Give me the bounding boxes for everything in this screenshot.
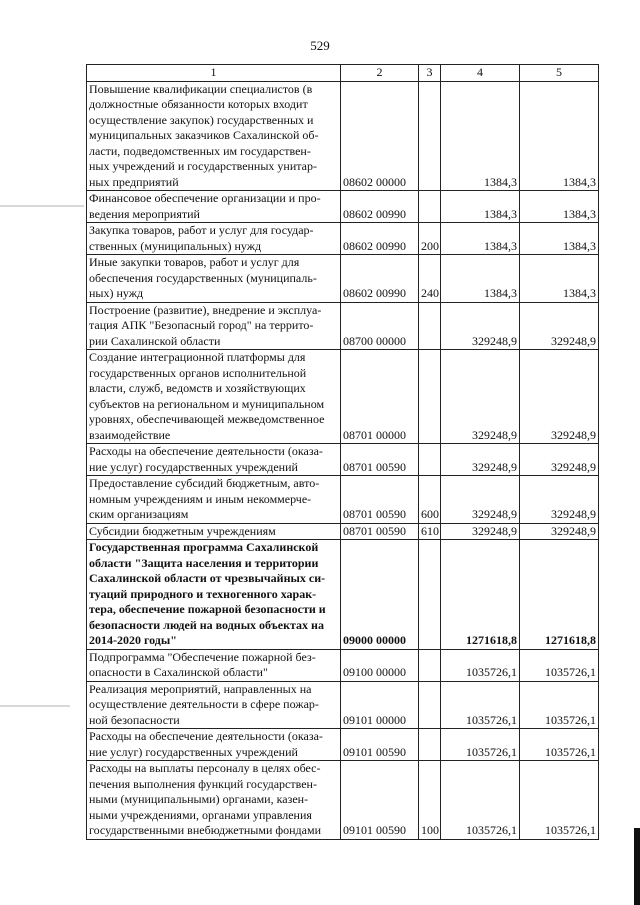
row-amount-col5-cell: 1384,3 — [520, 223, 599, 255]
row-amount-col4-cell: 329248,9 — [441, 350, 520, 444]
row-name-cell: Закупка товаров, работ и услуг для государ- ственных (муниципальных) нужд — [87, 223, 341, 255]
row-code-cell: 08701 00000 — [341, 350, 419, 444]
row-code-cell: 08701 00590 — [341, 523, 419, 540]
row-code-cell: 09000 00000 — [341, 540, 419, 650]
table-row — [87, 223, 599, 255]
row-amount-col4-cell: 329248,9 — [441, 444, 520, 476]
table-header-row — [87, 65, 599, 82]
table-row — [87, 681, 599, 729]
row-amount-col4-cell: 1035726,1 — [441, 761, 520, 840]
row-expense-type-cell — [419, 191, 441, 223]
row-amount-col5-cell: 1384,3 — [520, 81, 599, 191]
row-amount-col4-cell: 1035726,1 — [441, 729, 520, 761]
row-expense-type-cell: 240 — [419, 255, 441, 303]
row-code-cell: 09101 00590 — [341, 761, 419, 840]
table-row — [87, 476, 599, 524]
row-code-cell: 08602 00990 — [341, 223, 419, 255]
row-amount-col5-cell: 329248,9 — [520, 444, 599, 476]
header-col-5: 5 — [520, 65, 599, 82]
table-row — [87, 649, 599, 681]
row-amount-col4-cell: 1035726,1 — [441, 681, 520, 729]
row-expense-type-cell — [419, 350, 441, 444]
row-amount-col4-cell: 1271618,8 — [441, 540, 520, 650]
row-expense-type-cell — [419, 302, 441, 350]
row-name-cell: Иные закупки товаров, работ и услуг для обеспечения государственных (муниципаль- ных) нужд — [87, 255, 341, 303]
row-amount-col5-cell: 329248,9 — [520, 476, 599, 524]
row-amount-col5-cell: 329248,9 — [520, 350, 599, 444]
table-row — [87, 523, 599, 540]
table-row — [87, 81, 599, 191]
row-code-cell: 09101 00590 — [341, 729, 419, 761]
row-code-cell: 09100 00000 — [341, 649, 419, 681]
table-body — [87, 81, 599, 839]
row-expense-type-cell — [419, 444, 441, 476]
row-name-cell: Расходы на обеспечение деятельности (оказа- ние услуг) государственных учреждений — [87, 729, 341, 761]
header-col-1: 1 — [87, 65, 341, 82]
row-amount-col4-cell: 1384,3 — [441, 223, 520, 255]
row-name-cell: Субсидии бюджетным учреждениям — [87, 523, 341, 540]
row-code-cell: 08602 00000 — [341, 81, 419, 191]
table-row — [87, 761, 599, 840]
row-name-cell: Государственная программа Сахалинской области "Защита населения и территории Сахалинской области от чрезвычайных си- туаций природного и техногенного харак- тера, обеспечение пожарной безопасности и безопасности людей на водных объектах на 2014-2020 годы" — [87, 540, 341, 650]
table-row — [87, 302, 599, 350]
row-amount-col4-cell: 1035726,1 — [441, 649, 520, 681]
row-name-cell: Расходы на обеспечение деятельности (оказа- ние услуг) государственных учреждений — [87, 444, 341, 476]
budget-table — [86, 64, 599, 840]
header-col-4: 4 — [441, 65, 520, 82]
scan-margin-mark — [0, 705, 70, 707]
row-expense-type-cell — [419, 729, 441, 761]
row-expense-type-cell — [419, 540, 441, 650]
header-col-2: 2 — [341, 65, 419, 82]
row-amount-col4-cell: 1384,3 — [441, 255, 520, 303]
row-amount-col4-cell: 329248,9 — [441, 302, 520, 350]
row-amount-col5-cell: 1035726,1 — [520, 681, 599, 729]
row-code-cell: 09101 00000 — [341, 681, 419, 729]
row-name-cell: Создание интеграционной платформы для государственных органов исполнительной власти, служб, ведомств и хозяйствующих субъектов на региональном и муниципальном уровнях, обеспечивающей межведомственное взаимодействие — [87, 350, 341, 444]
table-row — [87, 540, 599, 650]
scan-edge-mark — [634, 828, 640, 905]
row-expense-type-cell: 600 — [419, 476, 441, 524]
row-amount-col5-cell: 329248,9 — [520, 302, 599, 350]
table-row — [87, 350, 599, 444]
header-col-3: 3 — [419, 65, 441, 82]
row-code-cell: 08602 00990 — [341, 255, 419, 303]
row-amount-col4-cell: 329248,9 — [441, 476, 520, 524]
row-name-cell: Повышение квалификации специалистов (в должностные обязанности которых входит осуществление закупок) государственных и муниципальных заказчиков Сахалинской об- ласти, подведомственных им государствен- ных учреждений и государственных унитар- ных предприятий — [87, 81, 341, 191]
row-expense-type-cell: 100 — [419, 761, 441, 840]
row-name-cell: Подпрограмма "Обеспечение пожарной без- опасности в Сахалинской области" — [87, 649, 341, 681]
row-expense-type-cell: 610 — [419, 523, 441, 540]
row-amount-col5-cell: 1271618,8 — [520, 540, 599, 650]
row-name-cell: Построение (развитие), внедрение и эксплуа- тация АПК "Безопасный город" на террито- рии Сахалинской области — [87, 302, 341, 350]
scan-margin-mark — [0, 205, 84, 207]
table-row — [87, 255, 599, 303]
row-expense-type-cell: 200 — [419, 223, 441, 255]
row-name-cell: Финансовое обеспечение организации и про- ведения мероприятий — [87, 191, 341, 223]
row-amount-col4-cell: 329248,9 — [441, 523, 520, 540]
row-code-cell: 08700 00000 — [341, 302, 419, 350]
table-row — [87, 444, 599, 476]
row-code-cell: 08701 00590 — [341, 444, 419, 476]
page-number: 529 — [310, 38, 330, 53]
row-code-cell: 08602 00990 — [341, 191, 419, 223]
row-amount-col5-cell: 1035726,1 — [520, 649, 599, 681]
row-amount-col4-cell: 1384,3 — [441, 81, 520, 191]
row-name-cell: Расходы на выплаты персоналу в целях обес- печения выполнения функций государствен- ными (муниципальными) органами, казен- ными учреждениями, органами управления государственными внебюджетными фондами — [87, 761, 341, 840]
row-amount-col5-cell: 1384,3 — [520, 191, 599, 223]
row-amount-col5-cell: 1035726,1 — [520, 761, 599, 840]
row-expense-type-cell — [419, 81, 441, 191]
row-code-cell: 08701 00590 — [341, 476, 419, 524]
row-amount-col4-cell: 1384,3 — [441, 191, 520, 223]
row-expense-type-cell — [419, 649, 441, 681]
row-name-cell: Реализация мероприятий, направленных на осуществление деятельности в сфере пожар- ной безопасности — [87, 681, 341, 729]
row-amount-col5-cell: 1035726,1 — [520, 729, 599, 761]
row-name-cell: Предоставление субсидий бюджетным, авто- номным учреждениям и иным некоммерче- ским организациям — [87, 476, 341, 524]
row-expense-type-cell — [419, 681, 441, 729]
table-row — [87, 729, 599, 761]
row-amount-col5-cell: 329248,9 — [520, 523, 599, 540]
table-row — [87, 191, 599, 223]
row-amount-col5-cell: 1384,3 — [520, 255, 599, 303]
